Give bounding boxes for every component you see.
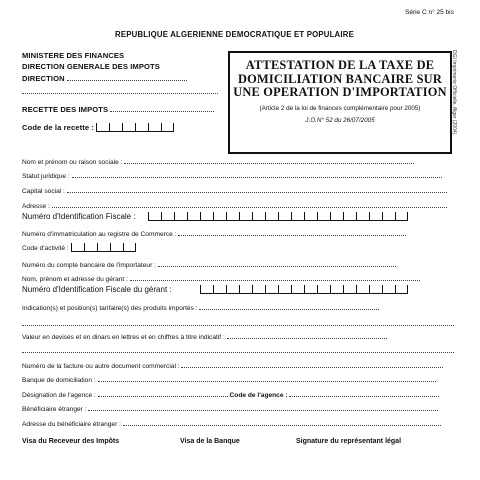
compte-label: Numéro du compte bancaire de l'importateur : xyxy=(22,262,156,269)
position-row xyxy=(22,302,379,312)
printer-side-note: DGI Imprimerie Officielle, Alger (2004) xyxy=(451,50,457,135)
valeur-field[interactable] xyxy=(227,331,387,339)
visa-banque-label: Visa de la Banque xyxy=(180,438,240,445)
direction-extra-row xyxy=(22,86,218,96)
facture-row xyxy=(22,360,443,370)
code-recette-row xyxy=(22,123,174,132)
rc-field[interactable] xyxy=(178,228,406,236)
nif-gerant-cells[interactable] xyxy=(200,285,408,294)
direction-label: DIRECTION xyxy=(22,74,65,83)
beneficiaire-field[interactable] xyxy=(88,403,438,411)
code-agence-field[interactable] xyxy=(289,389,439,397)
nif-row xyxy=(22,212,408,221)
adresse-benef-label: Adresse du bénéficiaire étranger : xyxy=(22,421,121,428)
title-line-1: ATTESTATION DE LA TAXE DE xyxy=(245,58,435,72)
nom-row xyxy=(22,156,414,166)
code-activite-label: Code d'activité : xyxy=(22,245,69,252)
agence-label: Désignation de l'agence : xyxy=(22,392,96,399)
agence-row xyxy=(22,389,439,399)
recette-row xyxy=(22,104,214,114)
signature-representant-label: Signature du représentant légal xyxy=(296,438,402,445)
adresse-field[interactable] xyxy=(52,200,447,208)
title-box xyxy=(228,51,452,154)
capital-row xyxy=(22,185,447,195)
recette-field[interactable] xyxy=(110,104,214,112)
nif-gerant-row xyxy=(22,285,408,294)
position-row-2 xyxy=(22,318,454,328)
gerant-row xyxy=(22,273,420,283)
code-recette-cells[interactable] xyxy=(96,123,174,132)
code-agence-label: Code de l'agence : xyxy=(229,392,288,399)
compte-field[interactable] xyxy=(158,259,396,267)
direction-field-2[interactable] xyxy=(22,86,218,94)
statut-row xyxy=(22,170,442,180)
title-line-2: DOMICILIATION BANCAIRE SUR xyxy=(238,71,442,86)
ministry-label: MINISTERE DES FINANCES xyxy=(22,51,125,60)
rc-row xyxy=(22,228,406,238)
nif-cells[interactable] xyxy=(148,212,408,221)
title-jo-reference: J.O.N° 52 du 26/07/2005 xyxy=(305,116,375,124)
code-activite-cells[interactable] xyxy=(71,243,136,252)
adresse-row xyxy=(22,200,447,210)
banque-field[interactable] xyxy=(98,374,436,382)
rc-label: Numéro d'immatriculation au registre de Commerce : xyxy=(22,231,177,238)
nif-label: Numéro d'Identification Fiscale : xyxy=(22,212,136,221)
position-field[interactable] xyxy=(199,302,379,310)
direction-field[interactable] xyxy=(67,73,187,81)
nom-label: Nom et prénom ou raison sociale : xyxy=(22,159,123,166)
visa-receveur-label: Visa du Receveur des Impôts xyxy=(22,438,120,445)
beneficiaire-row xyxy=(22,403,438,413)
republic-heading: REPUBLIQUE ALGERIENNE DEMOCRATIQUE ET POPULAIRE xyxy=(115,30,354,39)
adresse-benef-row xyxy=(22,418,441,428)
statut-label: Statut juridique : xyxy=(22,173,70,180)
title-subtitle: (Article 2 de la loi de finances complémentaire pour 2005) xyxy=(259,104,421,112)
recette-label: RECETTE DES IMPOTS xyxy=(22,105,109,114)
compte-row xyxy=(22,259,396,269)
banque-row xyxy=(22,374,436,384)
gerant-field[interactable] xyxy=(130,273,420,281)
direction-generale-label: DIRECTION GENERALE DES IMPOTS xyxy=(22,62,160,71)
code-activite-row xyxy=(22,243,136,252)
valeur-field-2[interactable] xyxy=(22,345,454,353)
title-line-3: UNE OPERATION D'IMPORTATION xyxy=(233,85,447,99)
agence-field[interactable] xyxy=(98,389,228,397)
facture-label: Numéro de la facture ou autre document commercial : xyxy=(22,363,180,370)
valeur-label: Valeur en devises et en dinars en lettres et en chiffres à titre indicatif : xyxy=(22,334,225,341)
gerant-label: Nom, prénom et adresse du gérant : xyxy=(22,276,128,283)
position-label: Indication(s) et position(s) tarifaire(s) des produits importés : xyxy=(22,305,198,312)
valeur-row xyxy=(22,331,387,341)
position-field-2[interactable] xyxy=(22,318,454,326)
statut-field[interactable] xyxy=(72,170,442,178)
beneficiaire-label: Bénéficiaire étranger : xyxy=(22,406,87,413)
banque-label: Banque de domiciliation : xyxy=(22,377,96,384)
facture-field[interactable] xyxy=(181,360,443,368)
direction-row xyxy=(22,73,187,83)
serie-label: Série C n° 25 bis xyxy=(405,9,454,16)
code-recette-label: Code de la recette : xyxy=(22,123,95,132)
valeur-row-2 xyxy=(22,345,454,355)
nif-gerant-label: Numéro d'Identification Fiscale du gérant : xyxy=(22,285,172,294)
nom-field[interactable] xyxy=(124,156,414,164)
adresse-benef-field[interactable] xyxy=(123,418,441,426)
adresse-label: Adresse : xyxy=(22,203,50,210)
capital-label: Capital social : xyxy=(22,188,65,195)
capital-field[interactable] xyxy=(67,185,447,193)
